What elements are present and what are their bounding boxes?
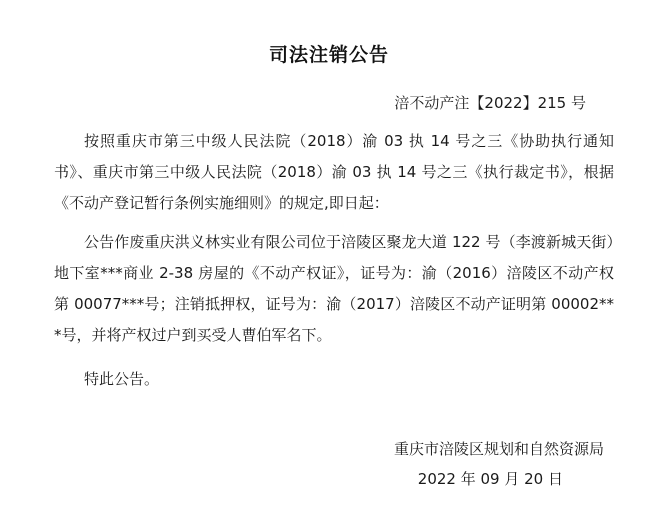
paragraph-basis: 按照重庆市第三中级人民法院（2018）渝 03 执 14 号之三《协助执行通知书》、重庆市第三中级人民法院（2018）渝 03 执 14 号之三《执行裁定书》，根据《不动产登记暂行条例实施细则》的规定,即日起： [54,132,614,212]
issue-date: 2022 年 09 月 20 日 [417,470,563,488]
paragraph-announcement: 公告作废重庆洪义林实业有限公司位于涪陵区聚龙大道 122 号（李渡新城天街）地下室***商业 2-38 房屋的《不动产权证》，证号为：渝（2016）涪陵区不动产权第 00077***号；注销抵押权，证号为：渝（2017）涪陵区不动产证明第 00002***号，并将产权过户到买受人曹伯军名下。 [54,233,614,344]
issuing-authority: 重庆市涪陵区规划和自然资源局 [393,440,604,458]
notice-title: 司法注销公告 [268,44,389,66]
document-number: 涪不动产注【2022】215 号 [394,94,586,112]
paragraph-closing: 特此公告。 [84,370,160,388]
